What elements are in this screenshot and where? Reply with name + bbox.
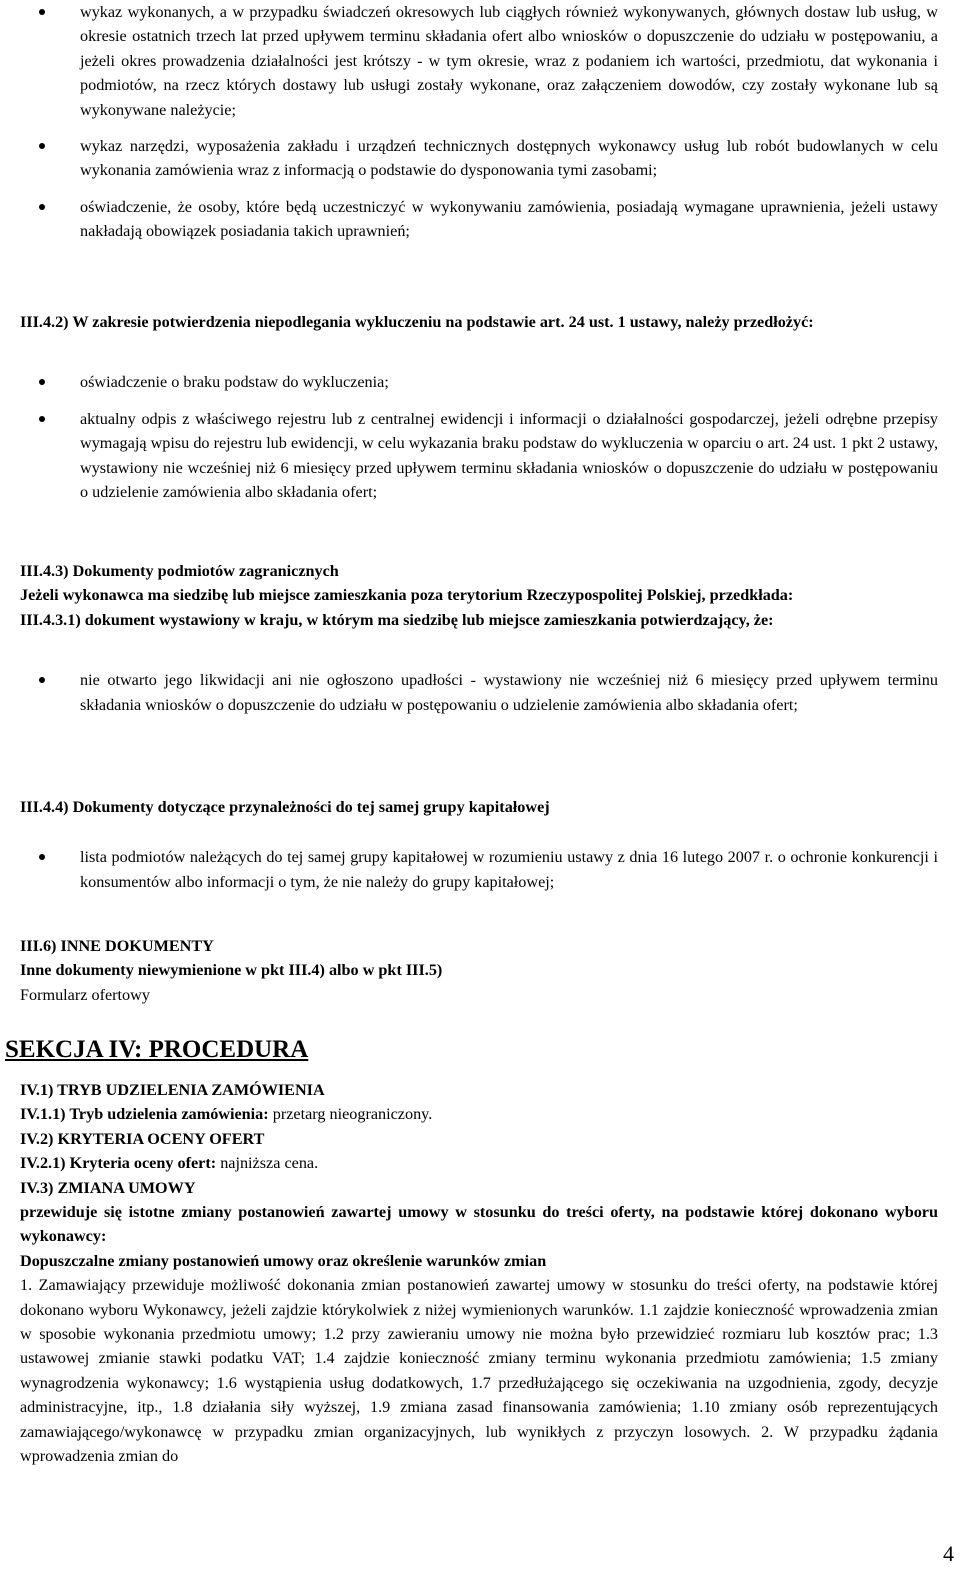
list-item: aktualny odpis z właściwego rejestru lub z centralnej ewidencji i informacji o działalności gospodarczej, jeżeli odrębne przepisy wymagają wpisu do rejestru lub ewidencji, w celu wykazania braku podstaw do wykluczenia w oparciu o art. 24 ust. 1 pkt 2 ustawy, wystawiony nie wcześniej niż 6 miesięcy przed upływem terminu składania wniosków o dopuszczenie do udziału w postępowaniu o udzielenie zamówienia albo składania ofert; <box>0 407 960 505</box>
section-III-4-3 <box>0 559 960 717</box>
paragraph-IV-3: 1. Zamawiający przewiduje możliwość dokonania zmian postanowień zawartej umowy w stosunku do treści oferty, na podstawie której dokonano wyboru Wykonawcy, jeżeli zajdzie którykolwiek z niżej wymienionych warunków. 1.1 zajdzie konieczność wprowadzenia zmian w sposobie wykonania przedmiotu umowy; 1.2 przy zawieraniu umowy nie można było przewidzieć rozmiaru lub kosztów prac; 1.3 ustawowej zmianie stawki podatku VAT; 1.4 zajdzie konieczność zmiany terminu wykonania przedmiotu zamówienia; 1.5 zmiany wynagrodzenia wykonawcy; 1.6 wystąpienia usług dodatkowych, 1.7 przedłużającego się oczekiwania na uzgodnienia, zgody, decyzje administracyjne, itp., 1.8 działania siły wyższej, 1.9 zmiana zasad finansowania zamówienia; 1.10 zmiany osób reprezentujących zamawiającego/wykonawcę w przypadku zmian organizacyjnych, lub wynikłych z przyczyn losowych. 2. W przypadku żądania wprowadzenia zmian do <box>20 1276 938 1466</box>
bullet-list-requirements <box>0 0 960 244</box>
line-IV-1-1 <box>0 1102 960 1126</box>
section-title: SEKCJA IV: PROCEDURA <box>5 1036 309 1063</box>
value-IV-2-1: najniższa cena. <box>216 1154 319 1173</box>
list-item: nie otwarto jego likwidacji ani nie ogłoszono upadłości - wystawiony nie wcześniej niż 6 miesięcy przed upływem terminu składania wniosków o dopuszczenie do udziału w postępowaniu o udzielenie zamówienia albo składania ofert; <box>0 668 960 717</box>
bullet-list-capital-group <box>0 845 960 894</box>
heading-III-4-2: III.4.2) W zakresie potwierdzenia niepodlegania wykluczeniu na podstawie art. 24 ust. 1 ustawy, należy przedłożyć: <box>20 313 814 331</box>
label-IV-1-1: IV.1.1) Tryb udzielenia zamówienia: <box>20 1105 269 1124</box>
text-IV-3-bold: przewiduje się istotne zmiany postanowień zawartej umowy w stosunku do treści oferty, na podstawie której dokonano wyboru wykonawcy: <box>20 1203 938 1246</box>
line-IV-2-1 <box>0 1151 960 1175</box>
heading-III-4-4: III.4.4) Dokumenty dotyczące przynależności do tej samej grupy kapitałowej <box>20 798 550 816</box>
heading-IV-1: IV.1) TRYB UDZIELENIA ZAMÓWIENIA <box>20 1081 325 1099</box>
section-III-4-4 <box>0 795 960 894</box>
heading-III-6: III.6) INNE DOKUMENTY <box>20 937 214 955</box>
section-III-6 <box>0 934 960 1007</box>
value-IV-1-1: przetarg nieograniczony. <box>268 1105 433 1124</box>
heading-IV-3-changes: Dopuszczalne zmiany postanowień umowy oraz określenie warunków zmian <box>20 1251 547 1270</box>
section-III-4-2 <box>0 310 960 504</box>
list-item: lista podmiotów należących do tej samej grupy kapitałowej w rozumieniu ustawy z dnia 16 lutego 2007 r. o ochronie konkurencji i konsumentów albo informacji o tym, że nie należy do grupy kapitałowej; <box>0 845 960 894</box>
list-item: wykaz wykonanych, a w przypadku świadczeń okresowych lub ciągłych również wykonywanych, głównych dostaw lub usług, w okresie ostatnich trzech lat przed upływem terminu składania ofert albo wniosków o dopuszczenie do udziału w postępowaniu, a jeżeli okres prowadzenia działalności jest krótszy - w tym okresie, wraz z podaniem ich wartości, przedmiotu, dat wykonania i podmiotów, na rzecz których dostawy lub usługi zostały wykonane, oraz załączeniem dowodów, czy zostały wykonane lub są wykonywane należycie; <box>0 0 960 122</box>
list-item: wykaz narzędzi, wyposażenia zakładu i urządzeń technicznych dostępnych wykonawcy usług lub robót budowlanych w celu wykonania zamówienia wraz z informacją o podstawie do dysponowania tymi zasobami; <box>0 134 960 183</box>
label-IV-2-1: IV.2.1) Kryteria oceny ofert: <box>20 1154 217 1173</box>
top-bullet-block <box>0 0 960 244</box>
list-item: oświadczenie o braku podstaw do wykluczenia; <box>0 370 960 394</box>
heading-III-6-sub: Inne dokumenty niewymienione w pkt III.4) albo w pkt III.5) <box>20 961 443 980</box>
heading-III-4-3: III.4.3) Dokumenty podmiotów zagranicznych <box>20 562 339 580</box>
list-item: oświadczenie, że osoby, które będą uczestniczyć w wykonywaniu zamówienia, posiadają wymagane uprawnienia, jeżeli ustawy nakładają obowiązek posiadania takich uprawnień; <box>0 195 960 244</box>
heading-IV-3: IV.3) ZMIANA UMOWY <box>20 1178 196 1197</box>
bullet-list-foreign <box>0 668 960 717</box>
page-number: 4 <box>943 1541 954 1566</box>
heading-IV-2: IV.2) KRYTERIA OCENY OFERT <box>20 1129 265 1148</box>
text-III-6: Formularz ofertowy <box>20 985 150 1004</box>
heading-III-4-3-sub: Jeżeli wykonawca ma siedzibę lub miejsce zamieszkania poza terytorium Rzeczypospolitej Polskiej, przedkłada: <box>20 586 794 605</box>
section-IV <box>0 1078 960 1469</box>
bullet-list-exclusion <box>0 370 960 504</box>
heading-III-4-3-1: III.4.3.1) dokument wystawiony w kraju, w którym ma siedzibę lub miejsce zamieszkania potwierdzający, że: <box>20 610 774 629</box>
